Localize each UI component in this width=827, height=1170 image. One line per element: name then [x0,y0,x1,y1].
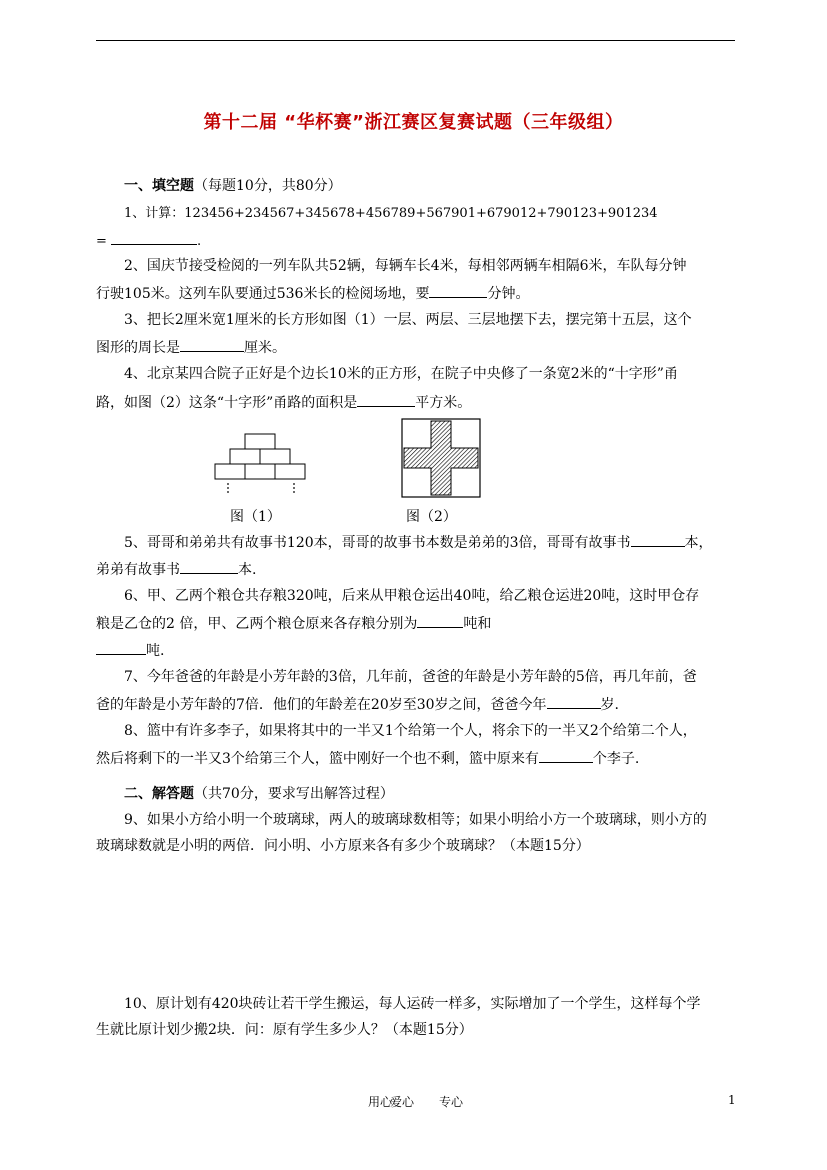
q2-line2-post: 分钟。 [487,286,530,302]
q1-line2-post: . [197,234,202,249]
q6-line1: 6、甲、乙两个粮仓共存粮320吨，后来从甲粮仓运出40吨，给乙粮仓运进20吨，这时甲仓存 [124,588,700,604]
brick [245,434,275,449]
q1-answer-blank[interactable] [111,230,197,245]
q1-line2 [96,230,201,252]
brick [260,449,290,464]
q3-line2-pre: 图形的周长是 [96,340,180,356]
q6-answer-blank-2[interactable] [96,640,146,655]
q3-answer-blank[interactable] [180,337,244,352]
brick [230,449,260,464]
q6-answer-blank-1[interactable] [417,613,463,628]
q5-line2 [96,559,256,580]
q8-line1: 8、篮中有许多李子，如果将其中的一半又1个给第一个人，将余下的一半又2个给第二个人， [124,723,697,739]
section1-header [124,176,342,196]
q1-line1: 1、计算：123456+234567+345678+456789+567901+679012+790123+901234 [124,206,658,221]
q6-line2-post: 吨和 [463,616,492,632]
q6-line3 [96,640,164,661]
footer-motto-1: 用心 [368,1095,393,1109]
q4-line2-pre: 路，如图（2）这条“十字形”甬路的面积是 [96,395,358,411]
q2-line2 [96,283,529,304]
q6-line2-pre: 粮是乙仓的2 倍，甲、乙两个粮仓原来各存粮分别为 [96,616,418,632]
q4-line1: 4、北京某四合院子正好是个边长10米的正方形，在院子中央修了一条宽2米的“十字形”甬 [124,366,678,382]
q8-answer-blank[interactable] [539,748,593,763]
q5-line1 [124,532,713,553]
q2-line1: 2、国庆节接受检阅的一列车队共52辆，每辆车长4米，每相邻两辆车相隔6米，车队每分钟 [124,258,687,274]
q9-line1: 9、如果小方给小明一个玻璃球，两人的玻璃球数相等；如果小明给小方一个玻璃球，则小方的 [124,812,707,828]
q5-line2-post: 本. [238,562,257,578]
q5-line2-pre: 弟弟有故事书 [96,562,180,578]
figure2-cross-courtyard [401,418,481,498]
q7-line2 [96,694,619,715]
figure2-caption: 图（2） [406,509,457,525]
q4-line2 [96,392,471,413]
section2-note: （共70分，要求写出解答过程） [194,786,394,802]
section2-heading: 二、解答题 [124,786,194,802]
q5-line1-pre: 5、哥哥和弟弟共有故事书120本，哥哥的故事书本数是弟弟的3倍，哥哥有故事书 [124,535,631,551]
brick [275,464,305,479]
q5-line1-post: 本， [684,535,713,551]
header-rule [96,40,735,41]
q3-line1: 3、把长2厘米宽1厘米的长方形如图（1）一层、两层、三层地摆下去，摆完第十五层，这个 [124,312,692,328]
figure1-brick-stack [214,432,306,496]
brick [215,464,245,479]
footer-motto-3: 专心 [439,1095,464,1109]
section1-heading: 一、填空题 [124,178,194,194]
q7-line1: 7、今年爸爸的年龄是小芳年龄的3倍，几年前，爸爸的年龄是小芳年龄的5倍，再几年前，爸 [124,669,697,685]
page-number: 1 [728,1093,736,1107]
q9-line2: 玻璃球数就是小明的两倍．问小明、小方原来各有多少个玻璃球？（本题15分） [96,838,590,854]
q4-answer-blank[interactable] [357,392,415,407]
q6-line2 [96,613,491,634]
section1-note: （每题10分，共80分） [194,178,342,194]
figure1-caption: 图（1） [230,509,281,525]
q3-line2-post: 厘米。 [244,340,286,356]
q2-answer-blank[interactable] [429,283,487,298]
q2-line2-pre: 行驶105米。这列车队要通过536米长的检阅场地，要 [96,286,430,302]
q8-line2-post: 个李子. [592,751,640,767]
brick [245,464,275,479]
q10-line1: 10、原计划有420块砖让若干学生搬运，每人运砖一样多，实际增加了一个学生，这样每个学 [124,996,701,1012]
q5-answer-blank-1[interactable] [631,532,685,547]
q7-line2-pre: 爸的年龄是小芳年龄的7倍．他们的年龄差在20岁至30岁之间，爸爸今年 [96,697,547,713]
q3-line2 [96,337,286,358]
q4-line2-post: 平方米。 [415,395,472,411]
q10-line2: 生就比原计划少搬2块．问：原有学生多少人？（本题15分） [96,1022,473,1038]
q8-line2-pre: 然后将剩下的一半又3个给第三个人，篮中刚好一个也不剩，篮中原来有 [96,751,539,767]
page-title: 第十二届 “华杯赛”浙江赛区复赛试题（三年级组） [203,112,624,133]
continuation-dots-icon [227,483,295,493]
q6-line3-post: 吨. [146,643,165,659]
q1-line2-pre: = [96,234,112,249]
q7-answer-blank[interactable] [547,694,601,709]
q5-answer-blank-2[interactable] [180,559,238,574]
q8-line2 [96,748,639,769]
footer-motto-2: 爱心 [390,1095,415,1109]
q7-line2-post: 岁. [600,697,619,713]
section2-header [124,784,394,804]
